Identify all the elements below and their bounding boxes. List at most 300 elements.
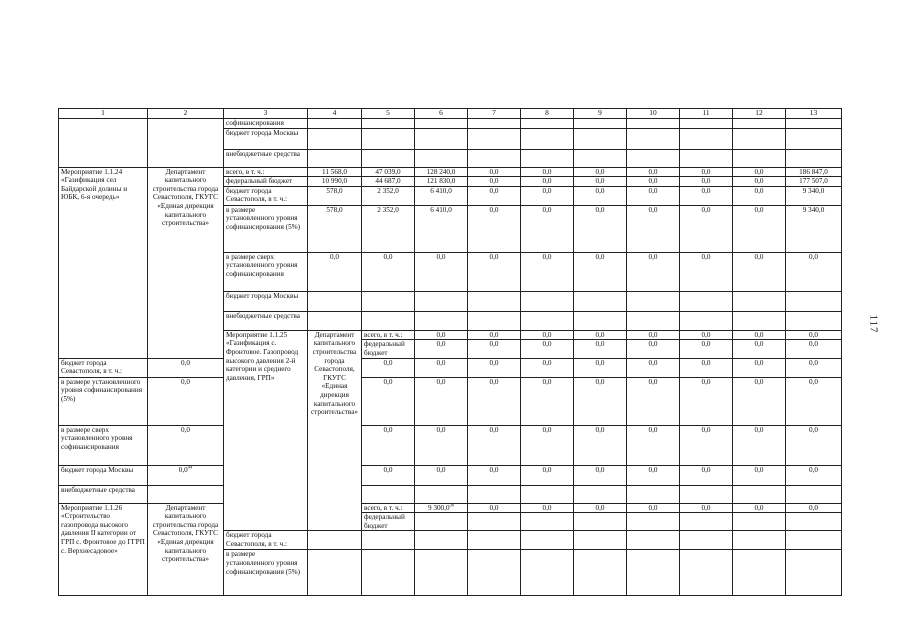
value-cell-col-5 (362, 149, 415, 167)
value-cell-col-7 (468, 119, 521, 129)
value-cell-col-7 (468, 167, 521, 177)
value-text: 0,0 (595, 358, 605, 367)
value-cell-col-9 (574, 425, 627, 465)
value-text: 0,0 (648, 340, 658, 349)
value-cell-col-13 (786, 205, 842, 252)
value-cell-col-4 (148, 485, 224, 503)
value-cell-col-9 (574, 291, 627, 311)
value-cell-col-5 (362, 119, 415, 129)
value-cell-col-11 (786, 330, 842, 340)
value-text: 0,0 (648, 377, 658, 386)
table-body (59, 119, 842, 596)
value-cell-col-10 (733, 340, 786, 358)
value-text: 6 410,0 (430, 186, 452, 195)
value-text: 0,0 (754, 330, 764, 339)
value-cell-col-11 (680, 485, 733, 503)
value-text: 0,0 (436, 465, 446, 474)
value-cell-col-5 (362, 128, 415, 149)
value-text: 0,0 (383, 465, 393, 474)
value-cell-col-10 (733, 513, 786, 531)
value-text: 9 300,0 (427, 503, 450, 512)
column-number-8: 8 (521, 109, 574, 119)
value-cell-col-8 (521, 128, 574, 149)
value-text: 0,0 (754, 177, 764, 186)
value-text: 0,0 (383, 425, 393, 434)
value-cell-col-9 (574, 149, 627, 167)
value-text: 0,0 (181, 358, 190, 367)
value-cell-col-10 (627, 149, 680, 167)
value-cell-col-9 (574, 550, 627, 596)
value-cell-col-7 (468, 425, 521, 465)
value-cell-col-5 (468, 330, 521, 340)
value-cell-col-9 (574, 177, 627, 187)
column-number-2: 2 (148, 109, 224, 119)
value-text: 0,0 (181, 425, 190, 434)
value-cell-col-13 (786, 311, 842, 330)
value-cell-col-10 (733, 503, 786, 513)
header-row (59, 109, 842, 119)
value-text: 44 687,0 (375, 177, 401, 186)
value-text: 0,0 (754, 465, 764, 474)
value-cell-col-12 (733, 119, 786, 129)
value-cell-col-6 (521, 330, 574, 340)
value-text: 11 568,0 (322, 167, 347, 176)
value-cell-col-7 (468, 205, 521, 252)
value-text: 0,0 (754, 252, 764, 261)
value-cell-col-5 (362, 531, 415, 550)
funding-source-cell: всего, в т. ч.: (224, 167, 308, 177)
value-cell-col-12 (733, 311, 786, 330)
value-cell-col-12 (733, 186, 786, 205)
value-cell-col-13 (786, 485, 842, 503)
column-number-13: 13 (786, 109, 842, 119)
value-text: 0,0 (595, 465, 605, 474)
value-text: 0,0 (809, 503, 818, 512)
value-text: 0,0 (701, 205, 711, 214)
value-cell-col-7 (574, 503, 627, 513)
value-cell-col-9 (574, 252, 627, 291)
value-text: 0,0 (648, 358, 658, 367)
value-text: 0,0 (489, 177, 499, 186)
value-cell-col-5 (362, 167, 415, 177)
value-cell-col-13 (786, 119, 842, 129)
value-cell-col-12 (733, 252, 786, 291)
table-row (59, 167, 842, 177)
value-cell-col-5 (362, 177, 415, 187)
value-cell-col-8 (521, 205, 574, 252)
measure-name-cell (59, 119, 148, 168)
financing-table (58, 108, 842, 596)
value-cell-col-7 (468, 149, 521, 167)
value-cell-col-6 (415, 531, 468, 550)
value-cell-col-7 (468, 291, 521, 311)
value-text: 0,0 (809, 252, 818, 261)
value-text: 0,0 (542, 177, 552, 186)
value-text: 0,0 (489, 358, 499, 367)
value-text: 0,0 (701, 465, 711, 474)
value-text: 0,0 (489, 205, 499, 214)
value-text: 121 830,0 (426, 177, 456, 186)
value-text: 578,0 (326, 205, 343, 214)
value-cell-col-8 (521, 465, 574, 485)
value-text: 0,0 (542, 167, 552, 176)
value-text: 0,0 (489, 252, 499, 261)
value-cell-col-9 (574, 186, 627, 205)
value-text: 0,0 (754, 205, 764, 214)
value-cell-col-10 (733, 330, 786, 340)
value-cell-col-5 (362, 186, 415, 205)
value-cell-col-6 (415, 252, 468, 291)
page-number: 117 (867, 314, 880, 334)
value-cell-col-4 (308, 177, 362, 187)
value-text: 9 340,0 (802, 186, 825, 195)
value-cell-col-7 (468, 186, 521, 205)
funding-source-cell: федеральный бюджет (224, 177, 308, 187)
value-text: 0,0 (595, 377, 605, 386)
value-cell-col-8 (521, 186, 574, 205)
value-text: 0,0 (489, 465, 499, 474)
value-cell-col-6 (415, 167, 468, 177)
value-text: 0,0 (436, 358, 446, 367)
value-cell-col-5 (362, 252, 415, 291)
value-text: 2 352,0 (377, 205, 399, 214)
value-cell-col-13 (786, 550, 842, 596)
table-row (59, 377, 842, 425)
value-cell-col-9 (680, 340, 733, 358)
value-cell-col-11 (786, 340, 842, 358)
value-cell-col-11 (680, 425, 733, 465)
value-text: 0,0 (542, 252, 552, 261)
value-cell-col-5 (468, 503, 521, 513)
value-cell-col-4 (415, 513, 468, 531)
value-cell-col-6 (415, 149, 468, 167)
value-cell-col-11 (680, 177, 733, 187)
value-cell-col-10 (627, 377, 680, 425)
value-text: 0,0 (648, 425, 658, 434)
value-text: 6 410,0 (430, 205, 452, 214)
value-text: 0,0 (436, 252, 446, 261)
value-cell-col-11 (680, 465, 733, 485)
value-cell-col-12 (733, 485, 786, 503)
value-cell-col-9 (680, 513, 733, 531)
value-text: 0,0 (648, 330, 658, 339)
funding-source-cell: внебюджетные средства (224, 149, 308, 167)
value-cell-col-11 (680, 531, 733, 550)
value-cell-col-7 (468, 177, 521, 187)
value-text: 0,0 (754, 377, 764, 386)
funding-source-cell: бюджет города Москвы (224, 128, 308, 149)
value-text: 0,0 (701, 167, 711, 176)
footnote-mark: 44 (187, 465, 193, 470)
value-cell-col-8 (627, 503, 680, 513)
value-cell-col-5 (362, 377, 415, 425)
value-cell-col-6 (415, 550, 468, 596)
funding-source-cell: внебюджетные средства (224, 311, 308, 330)
funding-source-cell: всего, в т. ч.: (362, 330, 415, 340)
value-cell-col-6 (415, 186, 468, 205)
value-cell-col-7 (574, 340, 627, 358)
value-cell-col-11 (680, 119, 733, 129)
value-text: 0,0 (330, 252, 339, 261)
value-cell-col-4 (148, 358, 224, 377)
value-text: 0,0 (648, 186, 658, 195)
value-text: 0,0 (489, 167, 499, 176)
value-cell-col-11 (680, 358, 733, 377)
value-text: 0,0 (648, 167, 658, 176)
funding-source-cell: софинансирования (224, 119, 308, 129)
value-cell-col-11 (680, 377, 733, 425)
value-cell-col-6 (415, 205, 468, 252)
value-cell-col-5 (362, 205, 415, 252)
value-cell-col-9 (574, 119, 627, 129)
value-text: 0,0 (701, 377, 711, 386)
value-cell-col-8 (521, 119, 574, 129)
funding-source-cell: в размере установленного уровня софинансирования (5%) (59, 377, 148, 425)
value-text: 0,0 (648, 177, 658, 186)
table-row (59, 503, 842, 513)
value-cell-col-11 (680, 128, 733, 149)
value-text: 0,0 (701, 252, 711, 261)
value-text: 0,0 (542, 425, 552, 434)
value-cell-col-5 (362, 291, 415, 311)
value-text: 0,0 (648, 465, 658, 474)
value-cell-col-8 (521, 167, 574, 177)
value-cell-col-8 (627, 330, 680, 340)
value-cell-col-6 (415, 177, 468, 187)
funding-source-cell: федеральный бюджет (362, 513, 415, 531)
value-cell-col-5 (362, 311, 415, 330)
value-text: 0,0 (754, 167, 764, 176)
value-text: 0,0 (542, 330, 552, 339)
funding-source-cell: всего, в т. ч.: (362, 503, 415, 513)
value-text: 0,0 (181, 377, 190, 386)
value-text: 0,0 (542, 503, 552, 512)
measure-name-cell: Мероприятие 1.1.26 «Строительство газопровода высокого давления II категории от ГРП с. Фронтовое до ГГРП с. Верхнесадовое» (59, 503, 148, 596)
funding-source-cell: бюджет города Севастополя, в т. ч.: (224, 531, 308, 550)
executor-cell (148, 119, 224, 168)
value-cell-col-13 (786, 358, 842, 377)
value-cell-col-11 (680, 311, 733, 330)
value-cell-col-6 (415, 377, 468, 425)
value-cell-col-13 (786, 149, 842, 167)
value-cell-col-13 (786, 531, 842, 550)
value-text: 0,0 (701, 330, 711, 339)
value-cell-col-11 (680, 205, 733, 252)
value-text: 0,0 (701, 503, 711, 512)
value-text: 0,0 (595, 252, 605, 261)
table-row (59, 485, 842, 503)
value-cell-col-11 (786, 503, 842, 513)
value-cell-col-5 (362, 485, 415, 503)
value-cell-col-10 (627, 531, 680, 550)
value-cell-col-7 (468, 311, 521, 330)
funding-source-cell: федеральный бюджет (362, 340, 415, 358)
value-cell-col-8 (521, 425, 574, 465)
value-cell-col-9 (574, 167, 627, 177)
value-text: 0,0 (701, 177, 711, 186)
value-text: 0,0 (436, 330, 446, 339)
value-cell-col-11 (680, 186, 733, 205)
value-text: 0,0 (383, 377, 393, 386)
value-cell-col-8 (521, 485, 574, 503)
value-text: 0,0 (178, 465, 188, 474)
value-cell-col-7 (468, 128, 521, 149)
value-cell-col-13 (786, 252, 842, 291)
value-cell-col-6 (521, 340, 574, 358)
value-cell-col-10 (627, 358, 680, 377)
value-cell-col-10 (627, 465, 680, 485)
value-cell-col-13 (786, 186, 842, 205)
column-number-12: 12 (733, 109, 786, 119)
value-cell-col-9 (574, 485, 627, 503)
value-cell-col-4 (148, 425, 224, 465)
value-cell-col-7 (468, 531, 521, 550)
value-cell-col-6 (415, 291, 468, 311)
funding-source-cell: бюджет города Севастополя, в т. ч.: (224, 186, 308, 205)
value-cell-col-7 (468, 358, 521, 377)
value-text: 0,0 (595, 425, 605, 434)
column-number-6: 6 (415, 109, 468, 119)
value-cell-col-4 (308, 550, 362, 596)
value-text: 0,0 (436, 425, 446, 434)
value-cell-col-4 (308, 186, 362, 205)
value-cell-col-8 (521, 291, 574, 311)
column-number-11: 11 (680, 109, 733, 119)
value-cell-col-4 (415, 340, 468, 358)
value-cell-col-12 (733, 550, 786, 596)
value-cell-col-13 (786, 128, 842, 149)
value-cell-col-6 (521, 513, 574, 531)
executor-cell: Департамент капитального строительства города Севастополя, ГКУГС «Единая дирекция капитального строительства» (148, 167, 224, 358)
value-cell-col-11 (680, 550, 733, 596)
value-text: 0,0 (595, 340, 605, 349)
value-cell-col-6 (415, 465, 468, 485)
value-cell-col-8 (521, 311, 574, 330)
value-cell-col-8 (627, 513, 680, 531)
value-cell-col-13 (786, 167, 842, 177)
value-text: 0,0 (542, 358, 552, 367)
value-cell-col-11 (680, 291, 733, 311)
value-cell-col-7 (468, 252, 521, 291)
value-cell-col-9 (680, 330, 733, 340)
column-number-7: 7 (468, 109, 521, 119)
value-cell-col-10 (627, 291, 680, 311)
executor-cell: Департамент капитального строительства города Севастополя, ГКУГС «Единая дирекция капитального строительства» (308, 330, 362, 531)
value-cell-col-12 (733, 531, 786, 550)
value-cell-col-10 (627, 425, 680, 465)
value-text: 10 990,0 (321, 177, 348, 186)
value-text: 0,0 (489, 503, 499, 512)
value-text: 0,0 (809, 330, 818, 339)
value-text: 177 507,0 (799, 177, 828, 186)
value-text: 0,0 (489, 340, 499, 349)
funding-source-cell: бюджет города Москвы (224, 291, 308, 311)
value-cell-col-8 (521, 358, 574, 377)
value-cell-col-5 (362, 465, 415, 485)
value-text: 0,0 (809, 358, 818, 367)
value-text: 0,0 (701, 186, 711, 195)
value-cell-col-12 (733, 377, 786, 425)
value-text: 9 340,0 (802, 205, 825, 214)
value-cell-col-4 (308, 531, 362, 550)
value-cell-col-12 (733, 425, 786, 465)
value-cell-col-8 (627, 340, 680, 358)
funding-source-cell: в размере сверх установленного уровня софинансирования (59, 425, 148, 465)
value-cell-col-10 (627, 485, 680, 503)
funding-source-cell: бюджет города Москвы (59, 465, 148, 485)
value-cell-col-10 (627, 205, 680, 252)
value-cell-col-4 (148, 377, 224, 425)
value-cell-col-8 (521, 149, 574, 167)
value-cell-col-7 (468, 550, 521, 596)
value-text: 0,0 (436, 377, 446, 386)
value-cell-col-12 (733, 465, 786, 485)
value-text: 0,0 (542, 340, 552, 349)
value-cell-col-7 (574, 513, 627, 531)
value-cell-col-7 (468, 465, 521, 485)
value-text: 0,0 (701, 340, 711, 349)
value-cell-col-5 (362, 425, 415, 465)
value-cell-col-4 (308, 311, 362, 330)
value-text: 0,0 (595, 205, 605, 214)
measure-name-cell: Мероприятие 1.1.24 «Газификация сел Байдарской долины и ЮБК, 6-я очередь» (59, 167, 148, 358)
value-cell-col-10 (627, 128, 680, 149)
value-cell-col-12 (733, 177, 786, 187)
value-text: 0,0 (754, 425, 764, 434)
value-text: 0,0 (809, 425, 818, 434)
value-cell-col-9 (680, 503, 733, 513)
value-cell-col-11 (786, 513, 842, 531)
value-cell-col-4 (148, 465, 224, 485)
value-cell-col-6 (415, 485, 468, 503)
value-cell-col-4 (415, 503, 468, 513)
value-text: 0,0 (754, 358, 764, 367)
value-cell-col-4 (308, 149, 362, 167)
value-cell-col-5 (468, 513, 521, 531)
value-cell-col-11 (680, 149, 733, 167)
value-cell-col-6 (415, 311, 468, 330)
value-cell-col-6 (521, 503, 574, 513)
value-text: 0,0 (754, 186, 764, 195)
value-text: 0,0 (595, 167, 605, 176)
value-cell-col-5 (362, 358, 415, 377)
value-cell-col-6 (415, 425, 468, 465)
funding-source-cell: бюджет города Севастополя, в т. ч.: (59, 358, 148, 377)
value-text: 0,0 (383, 252, 393, 261)
value-cell-col-10 (627, 550, 680, 596)
value-cell-col-10 (627, 177, 680, 187)
value-cell-col-9 (574, 205, 627, 252)
value-cell-col-10 (627, 186, 680, 205)
measure-name-cell: Мероприятие 1.1.25 «Газификация с. Фронтовое. Газопровод высокого давления 2-й категории и среднего давления, ГРП» (224, 330, 308, 531)
funding-source-cell: в размере установленного уровня софинансирования (5%) (224, 205, 308, 252)
value-cell-col-4 (415, 330, 468, 340)
executor-cell: Департамент капитального строительства города Севастополя, ГКУГС «Единая дирекция капитального строительства» (148, 503, 224, 596)
column-number-4: 4 (308, 109, 362, 119)
value-text: 0,0 (754, 503, 764, 512)
value-cell-col-6 (415, 358, 468, 377)
column-number-9: 9 (574, 109, 627, 119)
value-text: 0,0 (648, 252, 658, 261)
value-cell-col-4 (308, 205, 362, 252)
table-row (59, 119, 842, 129)
value-cell-col-11 (680, 167, 733, 177)
value-text: 128 240,0 (426, 167, 456, 176)
column-number-1: 1 (59, 109, 148, 119)
value-cell-col-7 (468, 377, 521, 425)
value-cell-col-4 (308, 291, 362, 311)
funding-source-cell: в размере сверх установленного уровня софинансирования (224, 252, 308, 291)
